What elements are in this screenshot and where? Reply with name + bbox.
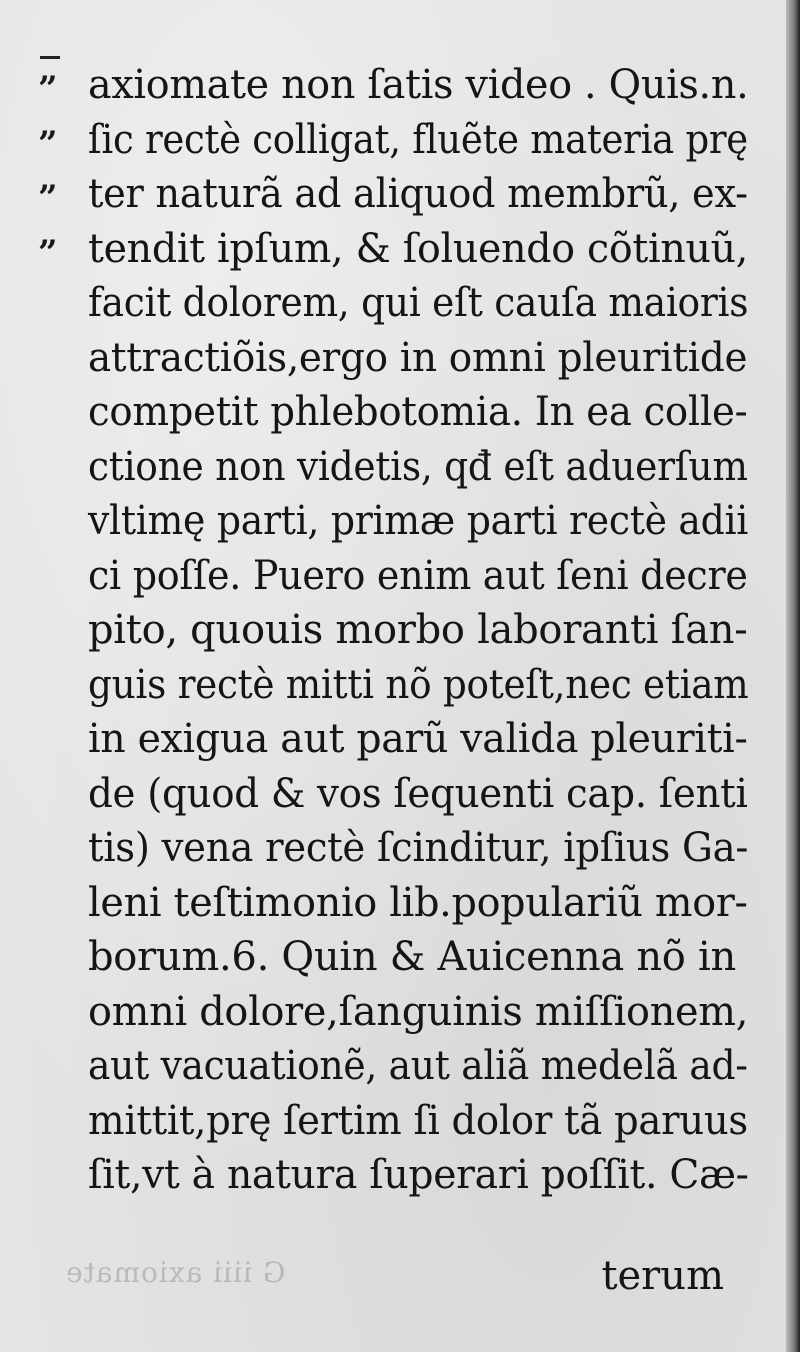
text-line: competit phlebotomia. In ea colle- — [88, 389, 748, 435]
text-line: ter naturã ad aliquod membrũ, ex- — [88, 171, 748, 217]
text-line: ctione non videtis, qđ eſt aduerſum — [88, 443, 748, 490]
page-edge-shadow — [786, 0, 800, 1352]
text-line: borum.6. Quin & Auicenna nõ in — [88, 934, 736, 980]
text-line: omni dolore,ſanguinis miſſionem, — [88, 988, 749, 1035]
quote-mark: ” — [38, 123, 58, 164]
quote-mark: ” — [38, 232, 58, 273]
text-line: leni teſtimonio lib.populariũ mor- — [88, 879, 748, 926]
text-line: de (quod & vos ſequenti cap. ſenti — [88, 770, 748, 817]
text-line: ci poſſe. Puero enim aut ſeni decre — [88, 552, 748, 599]
text-line: ſit,vt à natura ſuperari poſſit. Cæ- — [88, 1152, 749, 1198]
text-line: pito, quouis morbo laboranti ſan- — [88, 607, 748, 653]
text-line: axiomate non ſatis video . Quis.n. — [88, 62, 749, 108]
body-text — [88, 58, 748, 1203]
text-line: in exigua aut parũ valida pleuriti- — [88, 716, 748, 762]
text-line: tis) vena rectè ſcinditur, ipſius Ga- — [88, 825, 749, 871]
text-line: vltimę parti, primæ parti rectè adii — [88, 498, 749, 544]
text-line: ſic rectè colligat, fluẽte materia prę — [88, 116, 748, 163]
quote-mark: ” — [38, 69, 58, 109]
text-line: tendit ipſum, & ſoluendo cõtinuũ, — [88, 225, 749, 272]
text-line: mittit,prę ſertim ſi dolor tã paruus — [88, 1097, 748, 1144]
text-line: guis rectè mitti nõ poteſt,nec etiam — [88, 661, 749, 708]
bleed-through-text: G iiii axiomate — [65, 1256, 286, 1289]
text-line: aut vacuationẽ, aut aliã medelã ad- — [88, 1043, 748, 1089]
quote-mark: ” — [38, 178, 58, 218]
catchword: terum — [601, 1253, 724, 1299]
marginal-quote-marks — [38, 58, 78, 276]
text-line: facit dolorem, qui eſt cauſa maioris — [88, 280, 749, 326]
text-line: attractiõis,ergo in omni pleuritide — [88, 334, 748, 381]
